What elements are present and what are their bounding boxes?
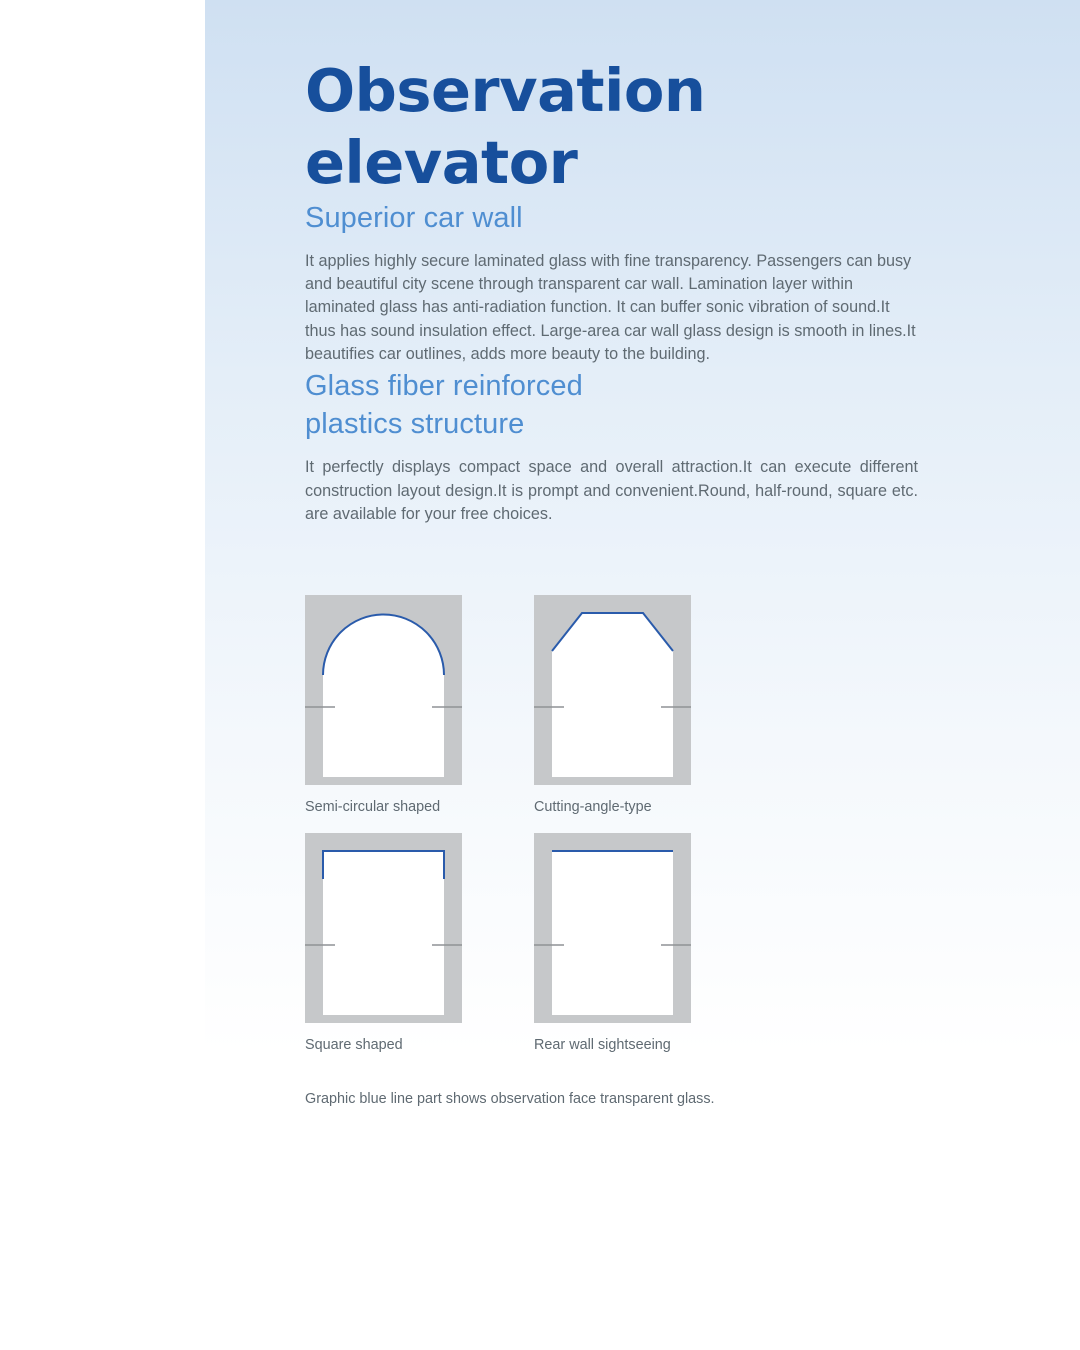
page-title-line1: Observation xyxy=(305,56,706,125)
diagram-caption-cutting-angle: Cutting-angle-type xyxy=(534,798,652,815)
diagram-caption-semi-circular: Semi-circular shaped xyxy=(305,798,441,815)
diagram-cell-rear-wall xyxy=(534,833,691,1055)
diagram-caption-square-shaped: Square shaped xyxy=(305,1037,403,1054)
diagram-cell-semi-circular xyxy=(305,595,462,817)
rear-wall-sightseeing-icon xyxy=(534,833,691,1023)
diagram-semi-circular-shaped xyxy=(305,595,462,785)
diagram-cell-cutting-angle xyxy=(534,595,691,817)
section-body-superior-car-wall: It applies highly secure laminated glass with fine transparency. Passengers can busy and beautiful city scene through transparent car wall. Lamination layer within laminated glass has anti-radiation function. It can buffer sonic vibration of sound.It thus has sound insulation effect. Large-area car wall glass design is smooth in lines.It beautifies car outlines, adds more beauty to the building. xyxy=(305,251,916,364)
page-content xyxy=(305,0,945,1107)
diagram-cell-square-shaped xyxy=(305,833,462,1055)
diagram-footnote: Graphic blue line part shows observation face transparent glass. xyxy=(305,1090,715,1107)
diagram-row xyxy=(305,833,945,1055)
diagram-rear-wall-sightseeing xyxy=(534,833,691,1023)
page-title xyxy=(305,0,945,199)
diagram-square-shaped xyxy=(305,833,462,1023)
section-heading-gfrp-line2: plastics structure xyxy=(305,408,525,441)
section-heading-gfrp-line1: Glass fiber reinforced xyxy=(305,369,583,402)
section-body-gfrp-structure: It perfectly displays compact space and overall attraction.It can execute different construction layout design.It is prompt and convenient.Round, half-round, square etc. are available for your free choices. xyxy=(305,458,918,524)
diagram-caption-rear-wall: Rear wall sightseeing xyxy=(534,1037,671,1054)
page-title-line2: elevator xyxy=(305,127,578,197)
cutting-angle-type-icon xyxy=(534,595,691,785)
diagram-grid xyxy=(305,595,945,1107)
section-heading-gfrp-structure xyxy=(305,367,945,444)
square-shaped-icon xyxy=(305,833,462,1023)
diagram-cutting-angle-type xyxy=(534,595,691,785)
diagram-row xyxy=(305,595,945,817)
section-heading-superior-car-wall: Superior car wall xyxy=(305,201,523,234)
semi-circular-shaped-icon xyxy=(305,595,462,785)
